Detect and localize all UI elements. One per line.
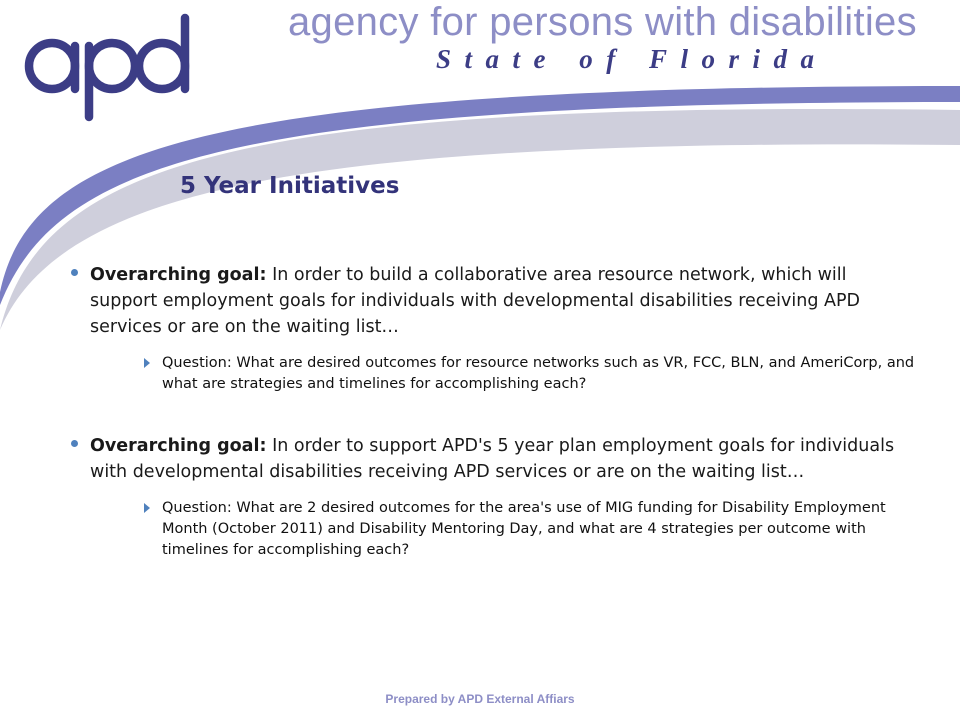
goal-description: In order to support APD's 5 year plan employment goals for individuals with developmental disabilities receiving APD services or are on the waiting list…: [90, 436, 895, 482]
question-item: [90, 353, 916, 395]
arrow-bullet-icon: [144, 503, 150, 513]
goal-item: [66, 433, 916, 561]
apd-logo: [22, 12, 197, 126]
goal-description: In order to build a collaborative area resource network, which will support employment goals for individuals with developmental disabilities receiving APD services or are on the waiting list…: [90, 265, 861, 337]
goal-item: [66, 262, 916, 395]
arrow-bullet-icon: [144, 358, 150, 368]
initiatives-list: [66, 262, 916, 561]
question-text: Question: What are desired outcomes for resource networks such as VR, FCC, BLN, and AmeriCorp, and what are strategies and timelines for accomplishing each?: [162, 355, 915, 392]
goal-label: Overarching goal:: [90, 265, 267, 285]
bullet-icon: [71, 269, 78, 276]
question-text: Question: What are 2 desired outcomes for the area's use of MIG funding for Disability Employment Month (October 2011) and Disability Mentoring Day, and what are 4 strategies per outcome with timelines for accomplishing each?: [162, 500, 886, 558]
agency-name: agency for persons with disabilities: [288, 0, 917, 44]
goal-text: [90, 433, 916, 485]
bullet-icon: [71, 440, 78, 447]
goal-text: [90, 262, 916, 340]
slide-title: 5 Year Initiatives: [180, 173, 400, 199]
question-item: [90, 498, 916, 561]
state-name: State of Florida: [436, 44, 828, 74]
goal-label: Overarching goal:: [90, 436, 267, 456]
footer-text: Prepared by APD External Affiars: [385, 692, 575, 706]
